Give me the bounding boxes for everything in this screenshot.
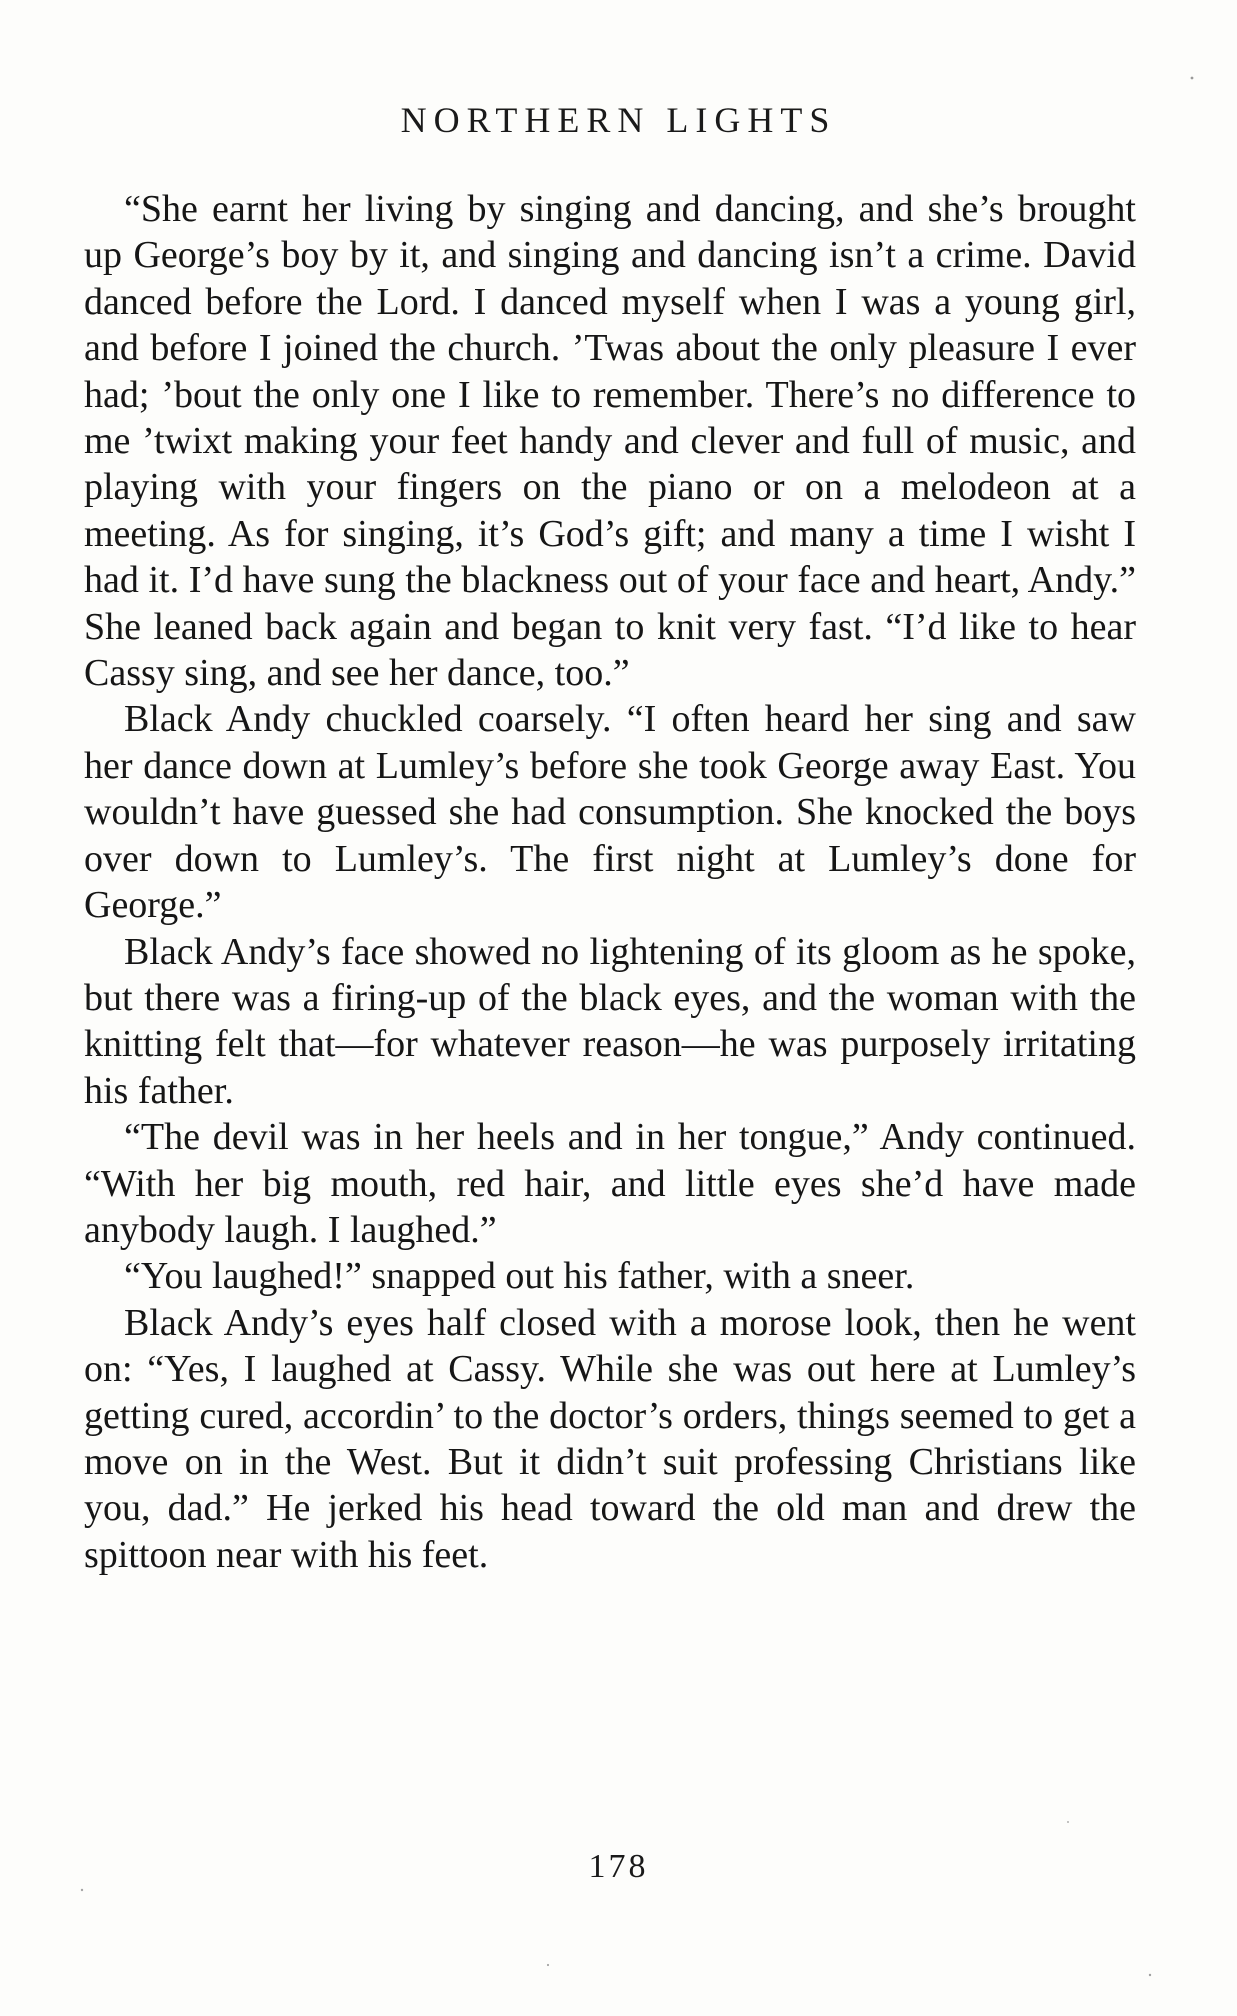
paragraph: Black Andy chuckled coarsely. “I often heard her sing and saw her dance down at Lumley’s before she took George away East. You wouldn’t have guessed she had consumption. She knocked the boys over down to Lumley’s. The first night at Lumley’s done for George.” [84,698,1136,927]
paragraph: Black Andy’s face showed no lightening of its gloom as he spoke, but there was a firing-up of the black eyes, and the woman with the knitting felt that—for whatever reason—he was purposely irritating his father. [84,930,1136,1112]
body-text [84,186,1136,1578]
speck [547,1964,549,1966]
speck [1067,1821,1069,1823]
paragraph: “The devil was in her heels and in her tongue,” Andy continued. “With her big mouth, red hair, and little eyes she’d have made anybody laugh. I laughed.” [84,1116,1136,1251]
speck [81,1889,83,1891]
paragraph: “You laughed!” snapped out his father, with a sneer. [124,1255,915,1298]
speck [1191,77,1194,80]
speck [1149,1974,1151,1976]
running-title: NORTHERN LIGHTS [400,100,837,140]
paragraph: “She earnt her living by singing and dancing, and she’s brought up George’s boy by it, and singing and dancing isn’t a crime. David danced before the Lord. I danced myself when I was a young girl, and before I joined the church. ’Twas about the only pleasure I ever had; ’bout the only one I like to remember. There’s no difference to me ’twixt making your feet handy and clever and full of music, and playing with your fingers on the piano or on a melodeon at a meeting. As for singing, it’s God’s gift; and many a time I wisht I had it. I’d have sung the blackness out of your face and heart, Andy.” She leaned back again and began to knit very fast. “I’d like to hear Cassy sing, and see her dance, too.” [84,188,1136,695]
page-number: 178 [588,1848,649,1885]
paragraph: Black Andy’s eyes half closed with a morose look, then he went on: “Yes, I laughed at Cassy. While she was out here at Lumley’s getting cured, accordin’ to the doctor’s orders, things seemed to get a move on in the West. But it didn’t suit professing Christians like you, dad.” He jerked his head toward the old man and drew the spittoon near with his feet. [84,1301,1136,1576]
